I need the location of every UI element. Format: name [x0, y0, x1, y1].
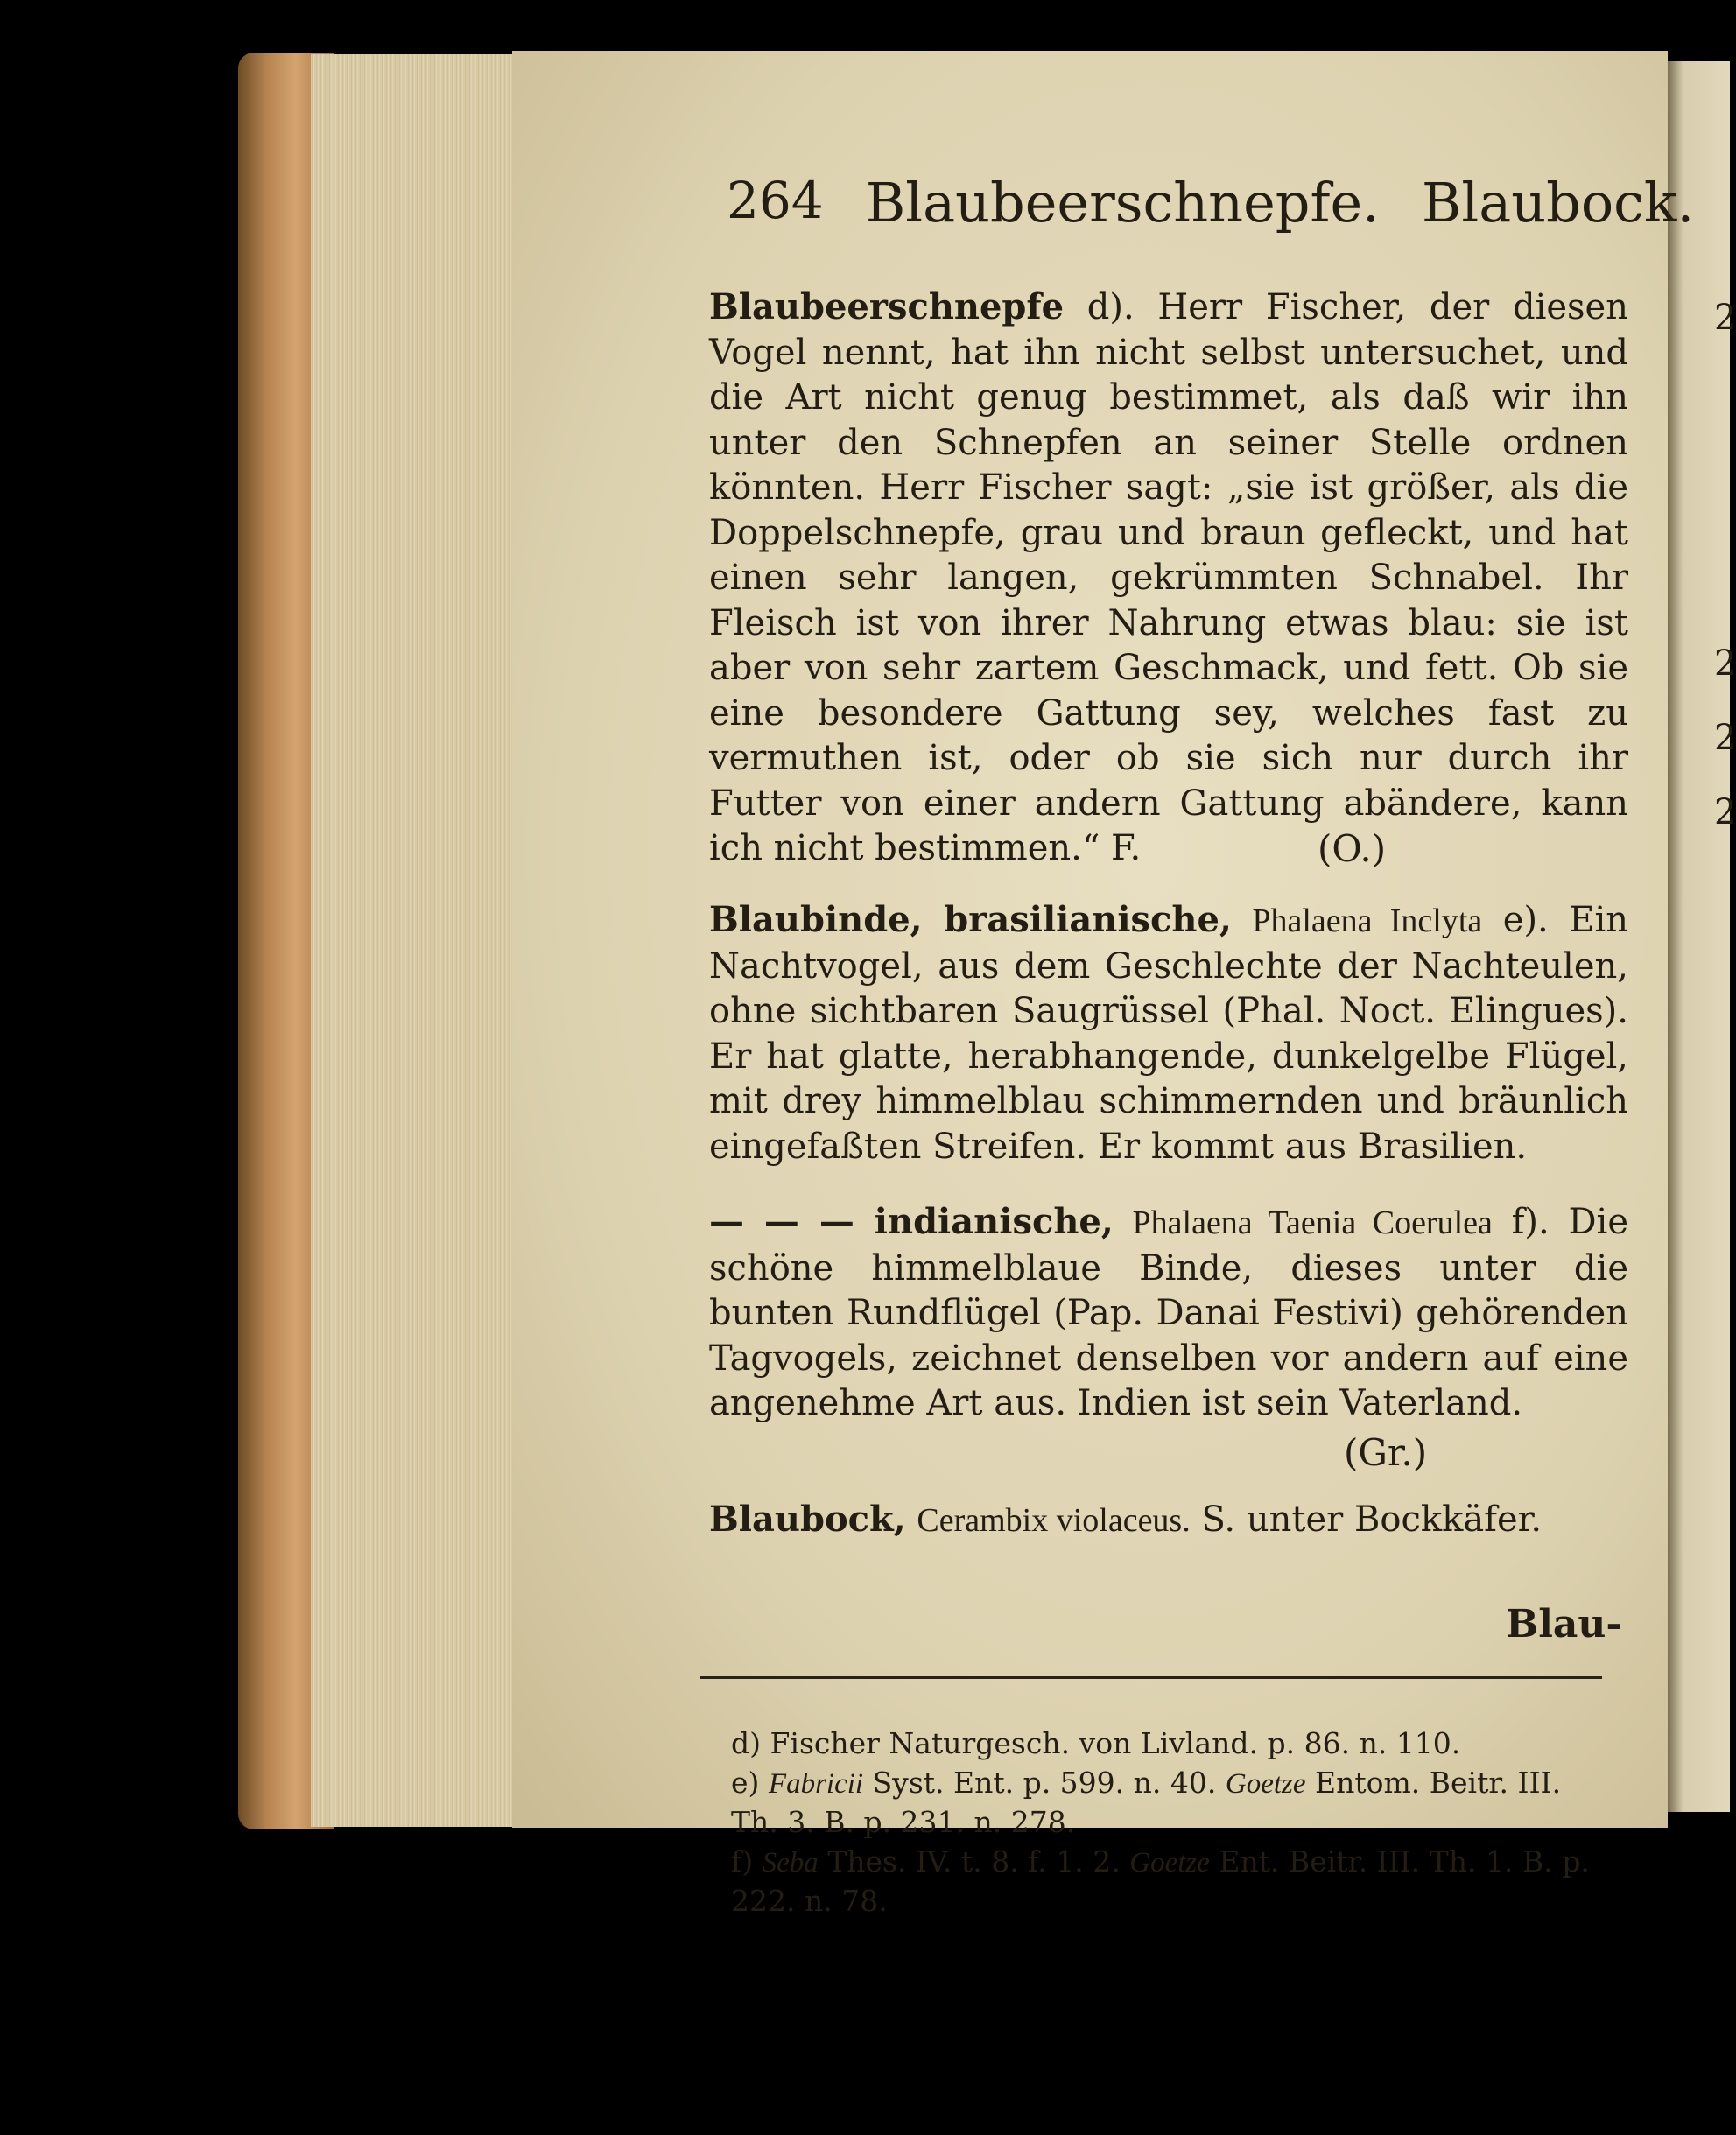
latin-name: Phalaena Taenia Coerulea — [1132, 1204, 1493, 1241]
entry-text: Die schöne himmelblaue Binde, dieses unter die bunten Rundflügel (Pap. Danai Festivi) gehörenden Tagvogels, zeichnet denselben vor andern auf eine angenehme Art aus. Indien ist sein Vaterland. — [709, 1202, 1629, 1423]
footnote-ref: f). — [1511, 1202, 1550, 1242]
page-stack — [311, 54, 512, 1827]
entry-lemma: Blaubinde, brasilianische, — [709, 899, 1232, 940]
catchword: Blau- — [1506, 1602, 1622, 1647]
entry-blaubock — [709, 1497, 1628, 1544]
entry-text: S. unter Bockkäfer. — [1201, 1499, 1543, 1540]
footnote-mark: f) — [731, 1844, 754, 1879]
footnote-text: Thes. IV. t. 8. f. 1. 2. — [827, 1844, 1121, 1879]
latin-name: Phalaena Inclyta — [1252, 902, 1483, 939]
footnote-mark: e) — [731, 1766, 760, 1800]
footnote-ref: e). — [1502, 900, 1549, 940]
footnote-mark: d) — [731, 1726, 761, 1760]
running-head-right: Blaubock. — [1421, 171, 1695, 235]
latin-name: Cerambix violaceus. — [917, 1502, 1191, 1539]
footnote-text: Ent. Beitr. III. Th. 1. B. p. 222. n. 78. — [731, 1844, 1590, 1918]
footnote-f — [731, 1843, 1615, 1920]
entry-lemma: Blaubock, — [709, 1499, 906, 1540]
footnote-rule — [700, 1676, 1602, 1679]
footnote-author: Goetze — [1225, 1768, 1306, 1800]
entry-text: Ein Nachtvogel, aus dem Geschlechte der Nachteulen, ohne sichtbaren Saugrüssel (Phal. Noct. Elingues). Er hat glatte, herabhangende, dunkelgelbe Flügel, mit drey himmelblau schimmernden und bräunlich eingefaßten Streifen. Er kommt aus Brasilien. — [709, 900, 1629, 1167]
entry-blaubeerschnepfe — [709, 284, 1628, 872]
footnote-author: Fabricii — [768, 1768, 864, 1800]
running-head — [727, 171, 1695, 235]
next-page-digit: 2 — [1714, 792, 1736, 832]
next-page-digit: 2 — [1714, 718, 1736, 758]
entry-signature: (O.) — [1318, 827, 1387, 870]
next-page-digit: 2 — [1714, 298, 1736, 338]
footnote-e — [731, 1764, 1615, 1841]
entry-text: Herr Fischer, der diesen Vogel nennt, hat ihn nicht selbst untersuchet, und die Art nicht genug bestimmet, als daß wir ihn unter den Schnepfen an seiner Stelle ordnen könnten. Herr Fischer sagt: „sie ist größer, als die Doppelschnepfe, grau und braun gefleckt, und hat einen sehr langen, gekrümmten Schnabel. Ihr Fleisch ist von ihrer Nahrung etwas blau: sie ist aber von sehr zartem Geschmack, und fett. Ob sie eine besondere Gattung sey, welches fast zu vermuthen ist, oder ob sie sich nur durch ihr Futter von einer andern Gattung abändere, kann ich nicht bestimmen.“ F. — [709, 287, 1628, 868]
footnote-author: Goetze — [1129, 1847, 1210, 1879]
entry-blaubinde-brasilianische — [709, 897, 1628, 1169]
footnote-d — [731, 1724, 1615, 1762]
entry-lemma: — — — indianische, — [709, 1201, 1114, 1242]
entry-signature: (Gr.) — [1344, 1431, 1428, 1474]
entry-lemma: Blaubeerschnepfe — [709, 286, 1065, 327]
entry-blaubinde-indianische — [709, 1199, 1628, 1427]
next-page-digit: 2 — [1714, 643, 1736, 684]
page-number: 264 — [727, 171, 824, 230]
running-head-left: Blaubeerschnepfe. — [865, 171, 1380, 235]
footnote-author: Seba — [762, 1847, 819, 1879]
footnote-text: Fischer Naturgesch. von Livland. p. 86. n. 110. — [770, 1726, 1461, 1760]
footnote-text: Syst. Ent. p. 599. n. 40. — [872, 1766, 1217, 1800]
footnote-text: Entom. Beitr. III. Th. 3. B. p. 231. n. 278. — [731, 1766, 1562, 1839]
footnote-ref: d). — [1086, 287, 1135, 327]
